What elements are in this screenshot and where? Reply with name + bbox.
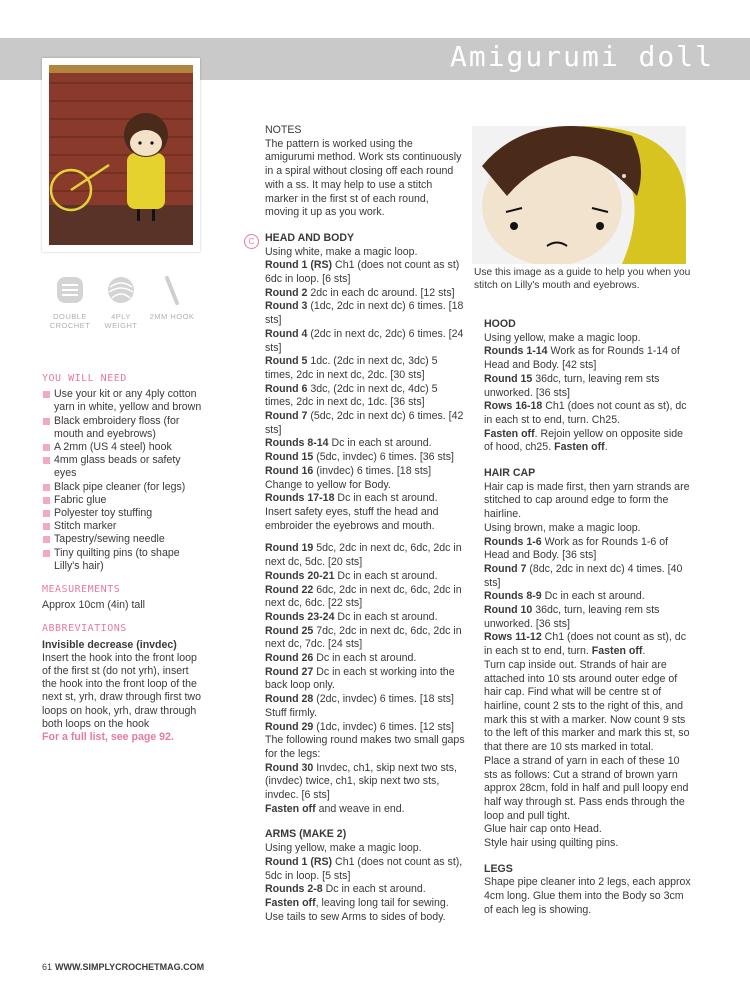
abbreviations-link[interactable]: For a full list, see page 92. — [42, 731, 174, 744]
pattern-row: Round 15 (5dc, invdec) 6 times. [36 sts] — [265, 451, 454, 464]
skill-icons — [42, 275, 200, 347]
list-item: Black embroidery floss (for mouth and eyebrows) — [42, 415, 202, 441]
legs-heading: LEGS — [484, 862, 513, 875]
list-item: Tiny quilting pins (to shape Lilly's hair) — [42, 547, 202, 573]
pattern-row: Fasten off. Rejoin yellow on opposite side of hood, ch25. Fasten off. — [484, 427, 684, 454]
list-item: Stitch marker — [42, 520, 202, 533]
measurements-text: Approx 10cm (4in) tall — [42, 599, 146, 612]
hair-cap-heading: HAIR CAP — [484, 467, 536, 480]
photo-caption: Use this image as a guide to help you when you stitch on Lilly's mouth and eyebrows. — [474, 267, 691, 291]
notes-text: The pattern is worked using the amigurumi method. Work sts continuously in a spiral without closing off each round with a ss. It may help to use a stitch marker in the first st of each round, moving it up as you work. — [265, 137, 462, 219]
pattern-row: Round 7 (8dc, 2dc in next dc) 4 times. [40 sts] — [484, 562, 683, 589]
pattern-row: The following round makes two small gaps for the legs: — [265, 734, 465, 760]
pattern-row: Round 16 (invdec) 6 times. [18 sts] — [265, 464, 432, 477]
hair-cap-para: Style hair using quilting pins. — [484, 837, 619, 850]
pattern-row: Round 10 36dc, turn, leaving rem sts unworked. [36 sts] — [484, 604, 660, 630]
double-crochet-icon — [45, 275, 95, 330]
pattern-row: Round 1 (RS) Ch1 (does not count as st) 6dc in loop. [6 sts] — [265, 259, 460, 286]
pattern-row: Rounds 8-14 Dc in each st around. — [265, 437, 432, 450]
pattern-row: Rows 16-18 Ch1 (does not count as st), dc in each st to end, turn. Ch25. — [484, 400, 687, 426]
materials-list — [42, 388, 202, 573]
pattern-row: Rounds 8-9 Dc in each st around. — [484, 590, 645, 603]
pattern-column-right — [484, 318, 694, 918]
pattern-row: Round 29 (1dc, invdec) 6 times. [12 sts] — [265, 720, 454, 733]
arms-intro: Using yellow, make a magic loop. — [265, 842, 422, 855]
pattern-row: Round 22 6dc, 2dc in next dc, 6dc, 2dc in next dc, 6dc. [22 sts] — [265, 583, 462, 610]
pattern-row: Change to yellow for Body. — [265, 478, 391, 491]
doll-photo — [49, 65, 193, 245]
notes-heading: NOTES — [265, 124, 302, 136]
abbreviation-term: Invisible decrease (invdec) — [42, 638, 177, 651]
list-item: Tapestry/sewing needle — [42, 533, 202, 546]
pattern-row: Rounds 1-6 Work as for Rounds 1-6 of Head and Body. [36 sts] — [484, 535, 669, 562]
pattern-row: Round 7 (5dc, 2dc in next dc) 6 times. [42 sts] — [265, 410, 464, 436]
icon-caption: DOUBLE CROCHET — [49, 312, 91, 330]
pattern-row: Round 27 Dc in each st working into the back loop only. — [265, 665, 455, 692]
pattern-row: Round 25 7dc, 2dc in next dc, 6dc, 2dc in next dc, 7dc. [24 sts] — [265, 624, 462, 651]
pattern-row: Rows 11-12 Ch1 (does not count as st), dc in each st to end, turn. Fasten off. — [484, 631, 686, 658]
pattern-row: Rounds 23-24 Dc in each st around. — [265, 610, 438, 623]
list-item: 4mm glass beads or safety eyes — [42, 454, 202, 480]
pattern-row: Round 19 5dc, 2dc in next dc, 6dc, 2dc in next dc, 5dc. [20 sts] — [265, 542, 462, 569]
arms-heading: ARMS (MAKE 2) — [265, 828, 347, 841]
legs-text: Shape pipe cleaner into 2 legs, each approx 4cm long. Glue them into the Body so 3cm of each leg is showing. — [484, 876, 691, 916]
hair-cap-intro: Hair cap is made first, then yarn strands are stitched to cap around edge to form the hairline. — [484, 480, 690, 521]
list-item: A 2mm (US 4 steel) hook — [42, 441, 202, 454]
hair-cap-para: Place a strand of yarn in each of these 10 sts as follows: Cut a strand of brown yarn approx 28cm, fold in half and pull loopy end half way through st. Pass ends through the loop and pull tight. — [484, 754, 689, 822]
hood-heading: HOOD — [484, 318, 516, 330]
pattern-row: Fasten off, leaving long tail for sewing. Use tails to sew Arms to sides of body. — [265, 896, 449, 923]
icon-caption: 4PLY WEIGHT — [104, 312, 138, 330]
head-body-intro: Using white, make a magic loop. — [265, 245, 418, 258]
head-body-heading: HEAD AND BODY — [265, 231, 355, 244]
you-will-need-heading: YOU WILL NEED — [42, 373, 127, 384]
main-photo-frame — [42, 58, 200, 252]
pattern-row: Fasten off and weave in end. — [265, 802, 405, 815]
footer-site[interactable]: WWW.SIMPLYCROCHETMAG.COM — [55, 962, 205, 972]
pattern-row: Round 4 (2dc in next dc, 2dc) 6 times. [24 sts] — [265, 327, 464, 354]
pattern-row: Round 28 (2dc, invdec) 6 times. [18 sts] Stuff firmly. — [265, 693, 454, 719]
icon-caption: 2MM HOOK — [149, 312, 195, 321]
pattern-row: Rounds 20-21 Dc in each st around. — [265, 569, 438, 582]
hair-cap-para: Turn cap inside out. Strands of hair are attached into 10 sts around outer edge of hair cap. Find what will be centre st of hairline, count 2 sts to the right of this, and mark this st with a marker. Now count 9 sts to the left of this marker and mark this st, so that there are 10 sts marked in total. — [484, 658, 690, 754]
pattern-row: Round 1 (RS) Ch1 (does not count as st), 5dc in loop. [5 sts] — [265, 855, 463, 882]
list-item: Fabric glue — [42, 494, 202, 507]
section-marker: C — [244, 234, 259, 249]
list-item: Polyester toy stuffing — [42, 507, 202, 520]
abbreviation-text: Insert the hook into the front loop of the first st (do not yrh), insert the hook into the front loop of the next st, yrh, draw through first two loops on hook, yrh, draw through both loops on the hook — [42, 651, 201, 730]
yarn-ball-icon — [96, 275, 146, 330]
sidebar-column — [42, 372, 202, 744]
pattern-row: Rounds 1-14 Work as for Rounds 1-14 of Head and Body. [42 sts] — [484, 345, 680, 372]
hood-intro: Using yellow, make a magic loop. — [484, 331, 641, 344]
pattern-row: Round 5 1dc. (2dc in next dc, 3dc) 5 times, 2dc in next dc, 2dc. [30 sts] — [265, 355, 438, 381]
page-title: Amigurumi doll — [449, 40, 714, 73]
page-footer — [42, 962, 204, 972]
crochet-hook-icon — [147, 275, 197, 321]
list-item: Use your kit or any 4ply cotton yarn in white, yellow and brown — [42, 388, 202, 414]
pattern-row: Round 26 Dc in each st around. — [265, 652, 417, 665]
face-guide-photo — [472, 126, 686, 264]
pattern-row: Rounds 17-18 Dc in each st around. Insert safety eyes, stuff the head and embroider the eyebrows and mouth. — [265, 492, 439, 532]
pattern-column — [265, 124, 465, 924]
abbreviations-heading: ABBREVIATIONS — [42, 623, 127, 635]
pattern-row: Round 2 2dc in each dc around. [12 sts] — [265, 286, 455, 299]
hair-cap-intro2: Using brown, make a magic loop. — [484, 521, 641, 534]
pattern-row: Rounds 2-8 Dc in each st around. — [265, 883, 426, 896]
measurements-heading: MEASUREMENTS — [42, 584, 121, 596]
pattern-row: Round 15 36dc, turn, leaving rem sts unworked. [36 sts] — [484, 372, 660, 399]
pattern-row: Round 6 3dc, (2dc in next dc, 4dc) 5 times, 2dc in next dc, 1dc. [36 sts] — [265, 382, 438, 409]
pattern-row: Round 30 Invdec, ch1, skip next two sts, (invdec) twice, ch1, skip next two sts, invdec. [6 sts] — [265, 761, 457, 802]
pattern-row: Round 3 (1dc, 2dc in next dc) 6 times. [18 sts] — [265, 300, 464, 327]
page-number: 61 — [42, 962, 53, 972]
hair-cap-para: Glue hair cap onto Head. — [484, 823, 602, 836]
list-item: Black pipe cleaner (for legs) — [42, 481, 202, 494]
